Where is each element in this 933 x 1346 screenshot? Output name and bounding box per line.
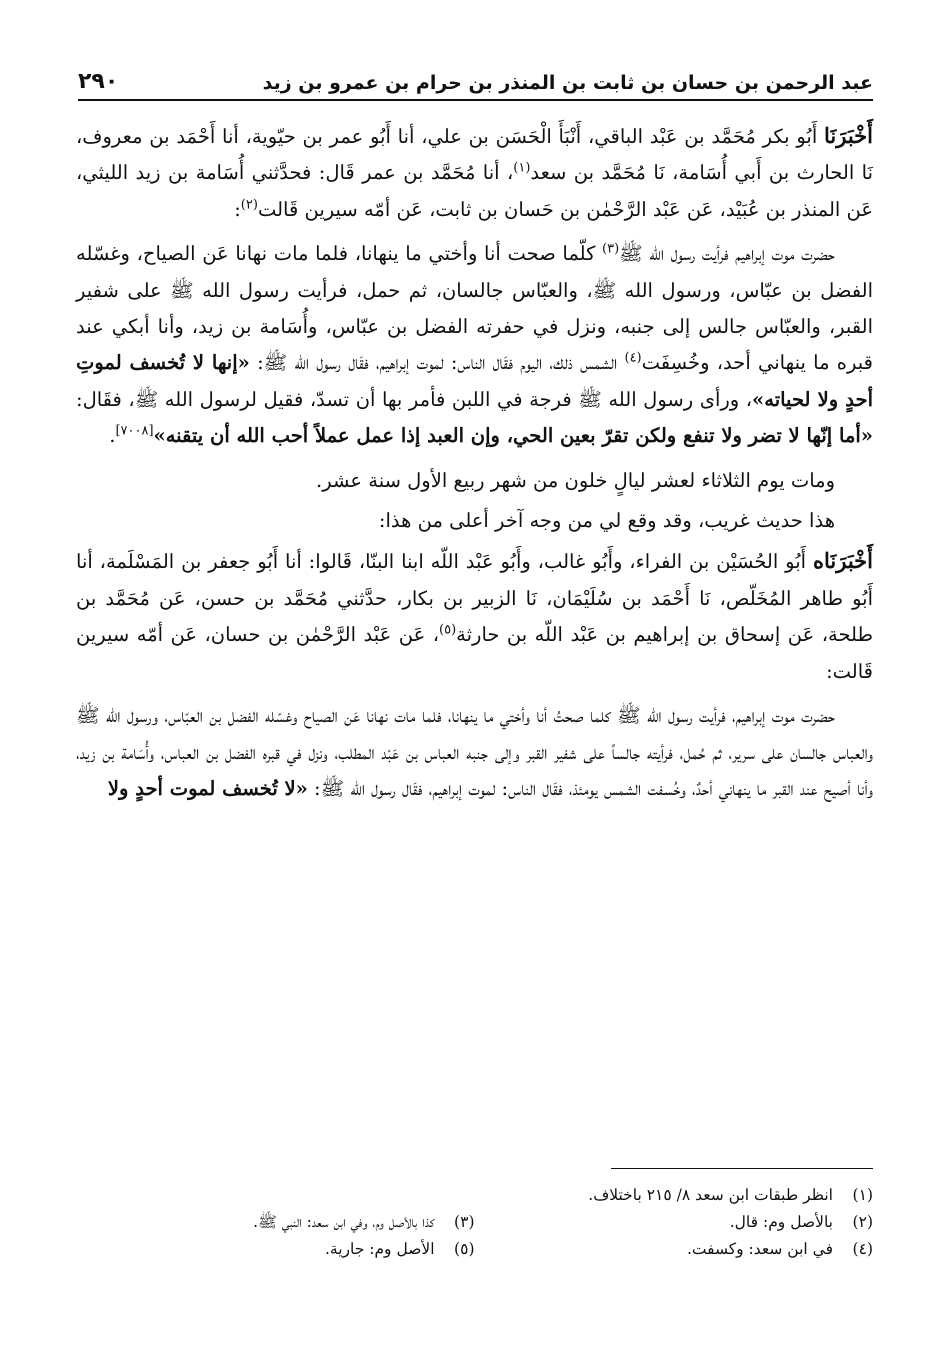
isnad-paragraph-1 xyxy=(76,118,873,228)
death-date-paragraph: ومات يوم الثلاثاء لعشر ليالٍ خلون من شهر ربيع الأول سنة عشر. xyxy=(316,468,835,492)
footnote-ref: (٤) xyxy=(624,350,642,366)
footnote-text: انظر طبقات ابن سعد ٨/ ٢١٥ باختلاف. xyxy=(588,1186,833,1204)
text-run: ، عَن عَبْد الرَّحْمٰن بن حسان، عَن أمّه سيرين قَالت: xyxy=(76,623,873,683)
text-run: أَبُو بكر مُحَمَّد بن عَبْد الباقي، أَنْبَأَ الْحَسَن بن علي، أنا أَبُو عمر بن حيّوية، أنا أَحْمَد بن معروف، نَا الحارث بن أَبي أُسَامة، نَا مُحَمَّد بن سعد xyxy=(76,125,873,185)
text-run: حضرت موت إبراهيم، فرأيت رسول الله ﷺ كلما صحتُ أنا وأختي ما ينهانا، فلما مات نهانا عَن الصياح وغسّله الفضل بن العبّاس، ورسول الله ﷺ والعباس جالسان على سرير، ثم حُمل، فرأيته جالساً على شفير القبر وإلى جنبه العباس بن عَبْد المطلب، ونزل في قبره الفضل بن العباس، وأُسَامة بن زيد، وأنا أصيح عند القبر ما ينهاني أحدٌ، وخُسفت الشمس يومئذ، فقَال الناس: لموت إبراهيم، فقَال رسول الله ﷺ: xyxy=(76,704,873,800)
footnote-number: (٥) xyxy=(454,1240,475,1258)
text-run: : xyxy=(234,197,241,221)
footnote-ref: (١) xyxy=(513,160,531,176)
prophetic-saying: «إنها لا تُخسف لموتِ أحدٍ ولا لحياته» xyxy=(76,351,873,411)
prophetic-saying: «أما إنّها لا تضر ولا تنفع ولكن تقرّ بعين الحي، وإن العبد إذا عمل عملاً أحب الله أن يتقنه» xyxy=(153,424,873,448)
footnote-divider xyxy=(611,1168,873,1169)
hadith-number: [٧٠٠٨] xyxy=(115,423,154,439)
text-run: ، ورأى رسول الله ﷺ فرجة في اللبن فأمر بها أن تسدّ، فقيل لرسول الله ﷺ، فقَال: xyxy=(76,387,753,411)
page-header xyxy=(78,60,873,94)
gharib-note-paragraph: هذا حديث غريب، وقد وقع لي من وجه آخر أعلى من هذا: xyxy=(378,509,835,533)
footnote xyxy=(475,1209,874,1236)
text-run: . xyxy=(109,424,116,448)
footnote xyxy=(76,1236,475,1263)
footnote-row xyxy=(76,1209,873,1236)
footnote xyxy=(76,1182,873,1209)
isnad-paragraph-2 xyxy=(76,543,873,690)
prophetic-saying: «لا تُخسف لموت أحدٍ ولا xyxy=(107,776,308,800)
text-run: أَبُو الحُسَيْن بن الفراء، وأَبُو غالب، وأَبُو عَبْد اللّه ابنا البنّا، قَالوا: أنا أَبُو جعفر بن المَسْلَمة، أنا أَبُو طاهر المُخَلّص، نَا أَحْمَد بن سُلَيْمَان، نَا الزبير بن بكار، حدَّثني مُحَمَّد بن حسن، عَن مُحَمَّد بن طلحة، عَن إسحاق بن إبراهيم بن عَبْد اللّه بن حارثة xyxy=(76,550,874,647)
footnote xyxy=(76,1209,475,1236)
text-run: الشمس ذلك، اليوم فقَال الناس: لموت إبراهيم، فقَال رسول الله ﷺ: xyxy=(249,351,625,375)
footnote-text: في ابن سعد: وكسفت. xyxy=(686,1240,833,1258)
lead-word: أَخْبَرَنَاه xyxy=(813,548,873,574)
footnote-ref: (٢) xyxy=(240,197,258,213)
main-text xyxy=(76,118,873,815)
footnote-ref: (٣) xyxy=(602,241,620,257)
footnote-text: بالأصل وم: قال. xyxy=(729,1213,833,1231)
footnote-number: (٣) xyxy=(454,1213,475,1231)
footnote-text: كذا بالأصل وم، وفي ابن سعد: النبي ﷺ. xyxy=(253,1213,435,1231)
text-run: ، أنا مُحَمَّد بن عمر قَال: فحدَّثني أُسَامة بن زيد الليثي، عَن المنذر بن عُبَيْد، عَن عَبْد الرَّحْمٰن بن حَسان بن ثابت، عَن أمّه سيرين قَالت xyxy=(76,161,873,221)
hadith-paragraph-2 xyxy=(76,698,873,807)
footnote-number: (١) xyxy=(852,1186,873,1204)
footnote-row xyxy=(76,1236,873,1263)
header-divider xyxy=(78,99,873,101)
footnote-text: الأصل وم: جارية. xyxy=(324,1240,435,1258)
footnote-number: (٤) xyxy=(852,1240,873,1258)
text-run: كلّما صحت أنا وأختي ما ينهانا، فلما مات نهانا عَن الصياح، وغسّله الفضل بن عبّاس، ورسول الله ﷺ، والعبّاس جالسان، ثم حمل، فرأيت رسول الله ﷺ على شفير القبر، والعبّاس جالس إلى جنبه، ونزل في حفرته الفضل بن عبّاس، وأُسَامة بن زيد، وأنا أبكي عند قبره ما ينهاني أحد، وخُسِفَت xyxy=(76,242,873,375)
footnote xyxy=(475,1236,874,1263)
footnote-row xyxy=(76,1182,873,1209)
page-number: ٢٩٠ xyxy=(78,69,119,94)
footnote-number: (٢) xyxy=(852,1213,873,1231)
hadith-paragraph-1 xyxy=(76,236,873,454)
footnotes xyxy=(76,1182,873,1263)
text-run: حضرت موت إبراهيم فرأيت رسول الله ﷺ xyxy=(619,242,835,266)
running-title: عبد الرحمن بن حسان بن ثابت بن المنذر بن حرام بن عمرو بن زيد xyxy=(262,72,873,94)
lead-word: أَخْبَرَنَا xyxy=(824,123,873,148)
footnote-ref: (٥) xyxy=(439,622,457,638)
